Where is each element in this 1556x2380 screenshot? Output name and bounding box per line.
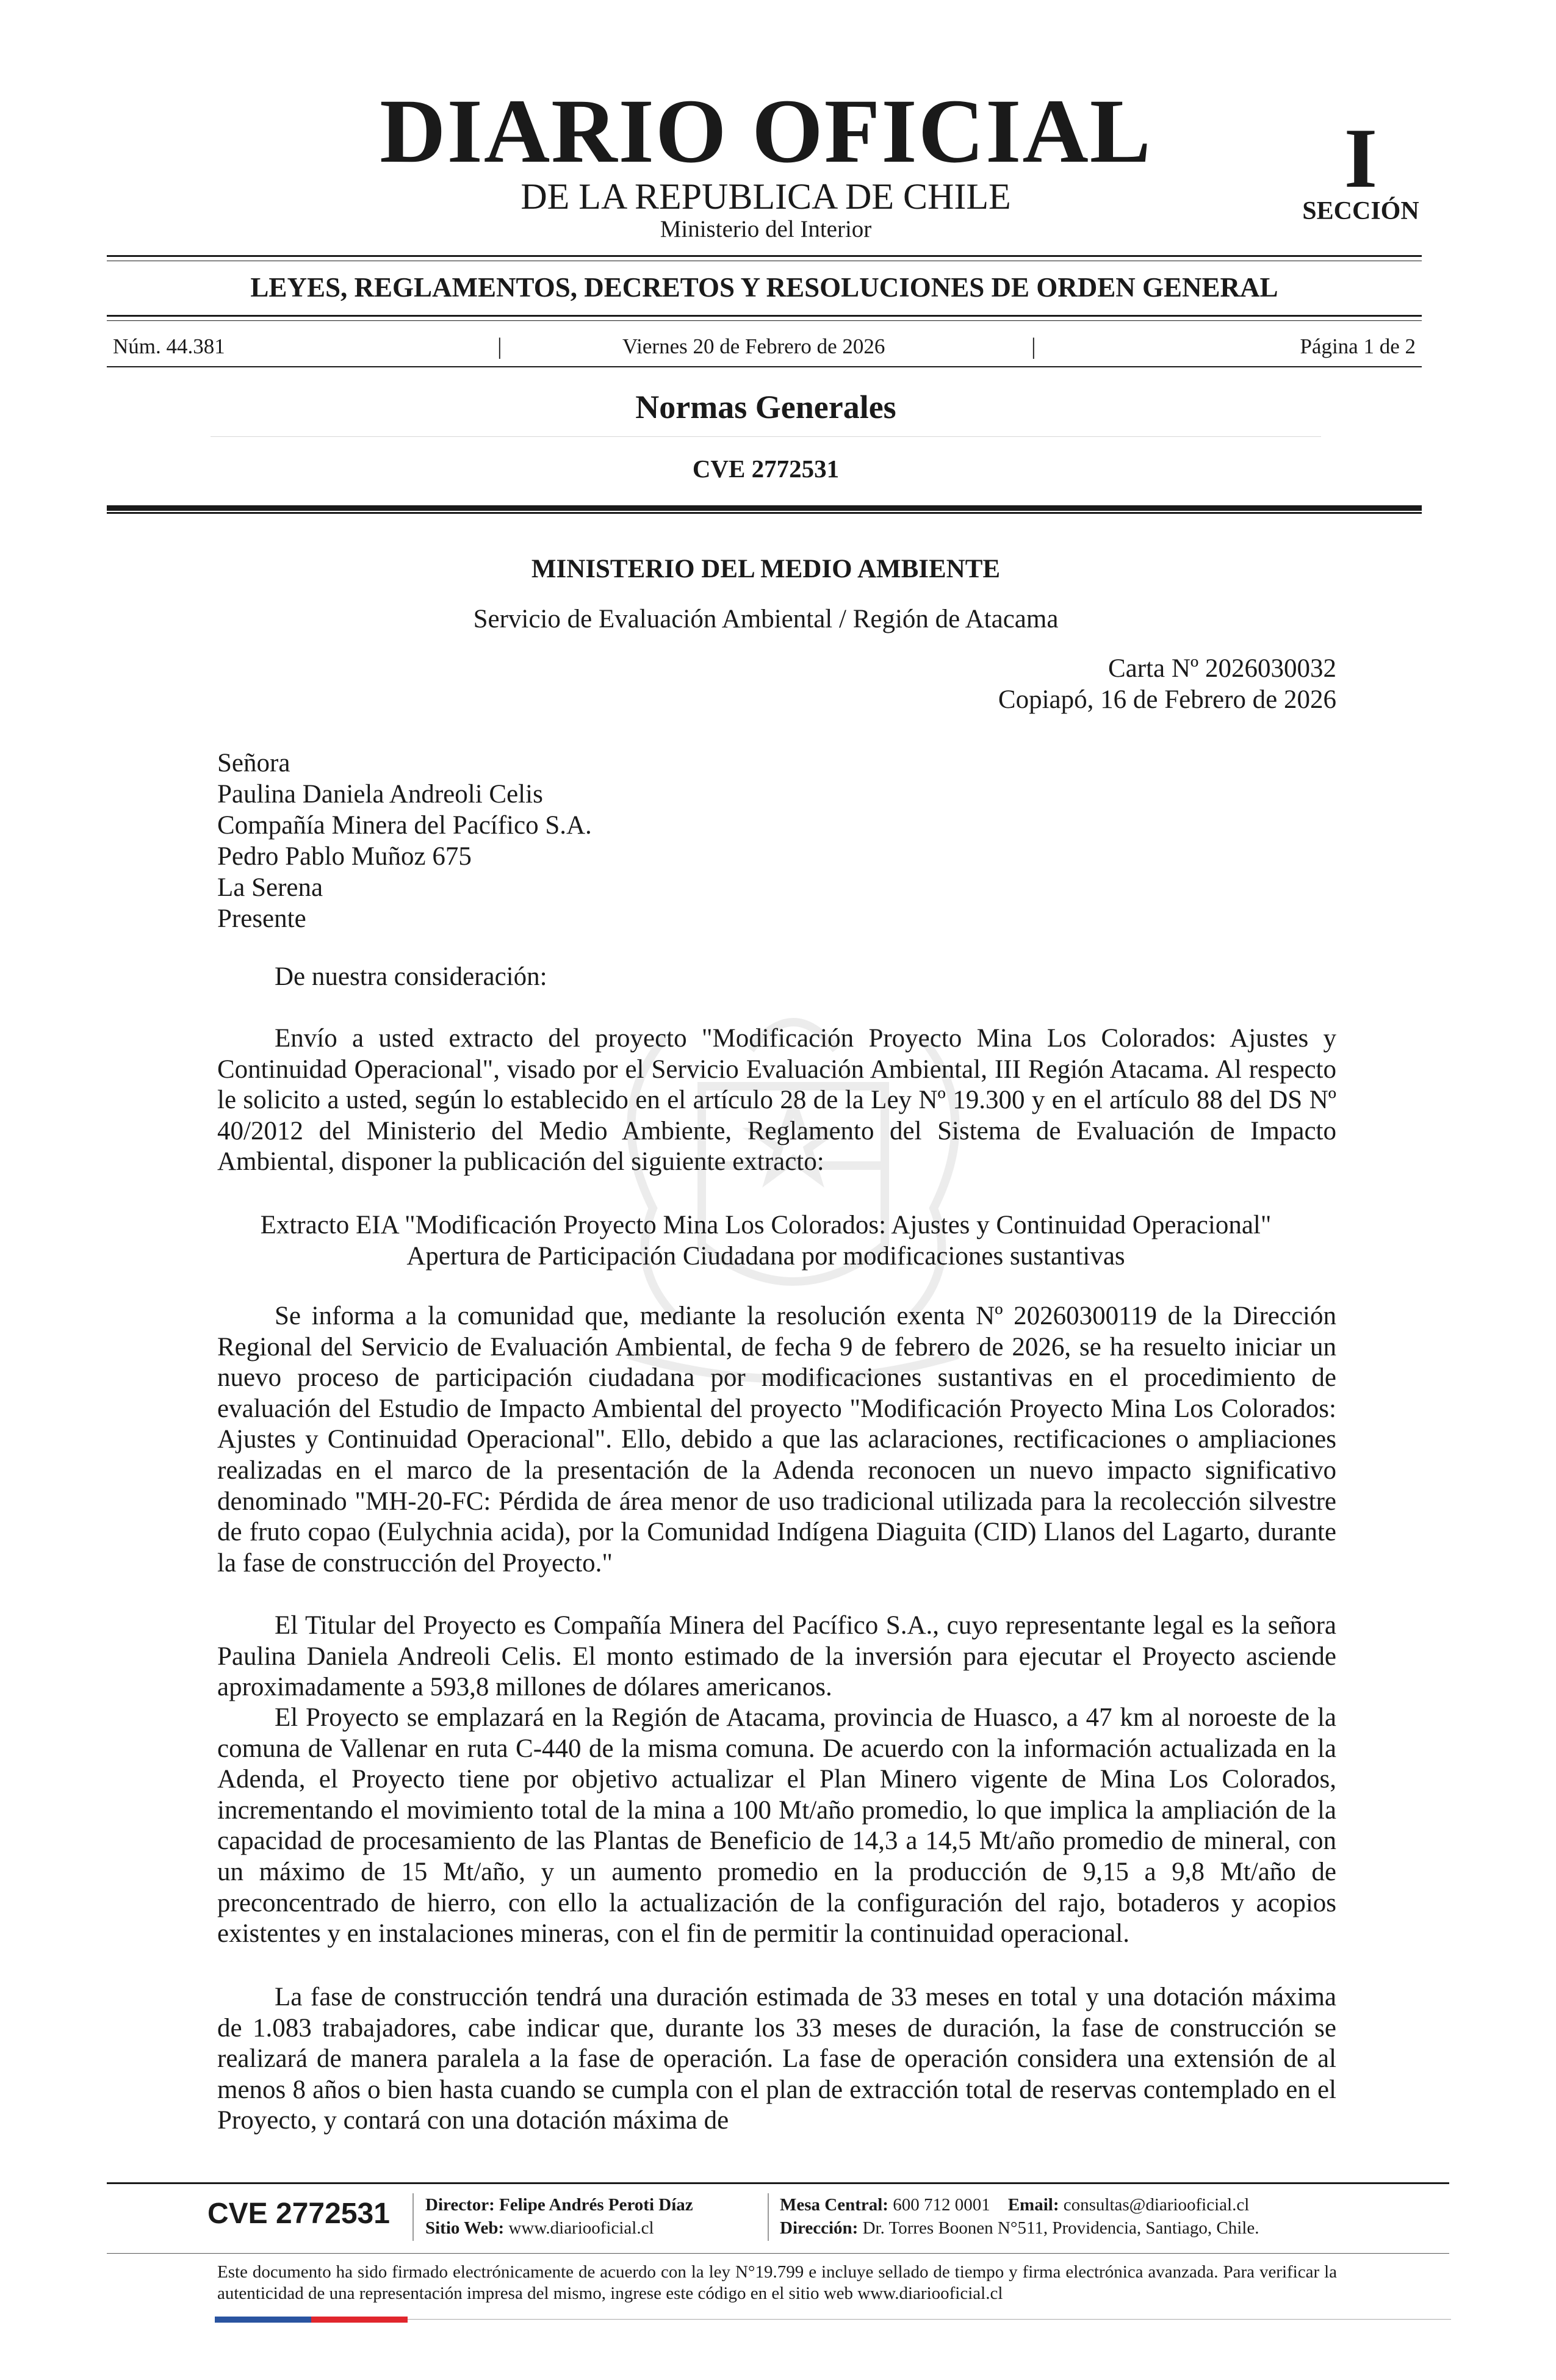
section-title: Normas Generales xyxy=(635,389,896,425)
category-rule xyxy=(107,315,1422,321)
flag-red-segment xyxy=(311,2317,408,2323)
director-label: Director: xyxy=(425,2195,495,2215)
addressee-line: Señora xyxy=(217,749,290,777)
address-label: Dirección: xyxy=(780,2218,859,2238)
extract-title-line: Apertura de Participación Ciudadana por modificaciones sustantivas xyxy=(406,1242,1125,1271)
page-indicator: Página 1 de 2 xyxy=(1300,334,1416,358)
phone-value: 600 712 0001 xyxy=(893,2195,990,2215)
masthead-rule xyxy=(107,255,1422,261)
flag-bar xyxy=(215,2317,408,2323)
flag-line xyxy=(408,2319,1451,2320)
footer-cve: CVE 2772531 xyxy=(207,2198,390,2230)
section-thin-rule xyxy=(211,436,1321,437)
director-value: Felipe Andrés Peroti Díaz xyxy=(499,2195,693,2215)
letter-number: Carta Nº 2026030032 xyxy=(1108,654,1336,683)
newspaper-subtitle: DE LA REPUBLICA DE CHILE xyxy=(520,176,1011,217)
addressee-line: Paulina Daniela Andreoli Celis xyxy=(217,780,543,809)
addressee-line: Presente xyxy=(217,904,306,933)
flag-blue-segment xyxy=(215,2317,311,2323)
footer-director-block xyxy=(425,2193,693,2240)
heavy-rule xyxy=(107,505,1422,514)
masthead xyxy=(0,81,1556,244)
greeting: De nuestra consideración: xyxy=(275,962,547,991)
footer-contact-block xyxy=(780,2193,1259,2240)
issue-info-bar xyxy=(113,334,1416,359)
cve-code: CVE 2772531 xyxy=(692,455,840,483)
section-label: SECCIÓN xyxy=(1302,197,1419,225)
body-paragraph: Se informa a la comunidad que, mediante la resolución exenta Nº 20260300119 de la Dirección Regional del Servicio de Evaluación Ambiental, de fecha 9 de febrero de 2026, se ha resuelto iniciar un nuevo proceso de participación ciudadana por modificaciones sustantivas en el procedimiento de evaluación del Estudio de Impacto Ambiental del proyecto "Modificación Proyecto Mina Los Colorados: Ajustes y Continuidad Operacional". Ello, debido a que las aclaraciones, rectificaciones o ampliaciones realizadas en el marco de la presentación de la Adenda reconocen un nuevo impacto significativo denominado "MH-20-FC: Pérdida de área menor de uso tradicional utilizada para la recolección silvestre de fruto copao (Eulychnia acida), por la Comunidad Indígena Diaguita (CID) Llanos del Lagarto, durante la fase de construcción del Proyecto." xyxy=(217,1302,1336,1578)
separator: | xyxy=(1031,334,1036,359)
separator: | xyxy=(497,334,502,359)
letter-place-date: Copiapó, 16 de Febrero de 2026 xyxy=(998,685,1336,714)
newspaper-ministry: Ministerio del Interior xyxy=(660,216,872,242)
letter-ministry: MINISTERIO DEL MEDIO AMBIENTE xyxy=(531,555,1001,583)
addressee-line: La Serena xyxy=(217,873,323,902)
email-link[interactable]: consultas@diariooficial.cl xyxy=(1063,2195,1250,2215)
body-paragraph: El Titular del Proyecto es Compañía Minera del Pacífico S.A., cuyo representante legal es la señora Paulina Daniela Andreoli Celis. El monto estimado de la inversión para ejecutar el Proyecto asciende aproximadamente a 593,8 millones de dólares americanos. xyxy=(217,1611,1336,1702)
site-link[interactable]: www.diariooficial.cl xyxy=(508,2218,654,2238)
footer-rule xyxy=(107,2182,1449,2184)
address-value: Dr. Torres Boonen N°511, Providencia, Santiago, Chile. xyxy=(862,2218,1259,2238)
issue-number: Núm. 44.381 xyxy=(113,334,225,358)
extract-title xyxy=(107,1210,1425,1272)
newspaper-title: DIARIO OFICIAL xyxy=(380,81,1152,182)
letter-reference xyxy=(998,653,1336,715)
addressee-line: Compañía Minera del Pacífico S.A. xyxy=(217,811,592,840)
site-label: Sitio Web: xyxy=(425,2218,505,2238)
footer-rule-secondary xyxy=(107,2253,1449,2254)
addressee-line: Pedro Pablo Muñoz 675 xyxy=(217,842,472,871)
addressee-block xyxy=(217,748,592,934)
footer-divider xyxy=(412,2193,414,2241)
footer-divider xyxy=(768,2193,769,2241)
phone-label: Mesa Central: xyxy=(780,2195,888,2215)
body-paragraph: El Proyecto se emplazará en la Región de Atacama, provincia de Huasco, a 47 km al noroeste de la comuna de Vallenar en ruta C-440 de la misma comuna. De acuerdo con la información actualizada en la Adenda, el Proyecto tiene por objetivo actualizar el Plan Minero vigente de Mina Los Colorados, incrementando el movimiento total de la mina a 100 Mt/año promedio, lo que implica la ampliación de la capacidad de procesamiento de las Plantas de Beneficio de 14,3 a 14,5 Mt/año promedio de mineral, con un máximo de 15 Mt/año, y un aumento promedio en la producción de 9,15 a 9,8 Mt/año de preconcentrado de hierro, con ello la actualización de la configuración del rajo, botaderos y acopios existentes y en instalaciones mineras, con el fin de permitir la continuidad operacional. xyxy=(217,1703,1336,1949)
body-paragraph: La fase de construcción tendrá una duración estimada de 33 meses en total y una dotación máxima de 1.083 trabajadores, cabe indicar que, durante los 33 meses de duración, la fase de construcción se realizará de manera paralela a la fase de operación. La fase de operación considera una extensión de al menos 8 años o bien hasta cuando se cumpla con el plan de extracción total de reservas contemplado en el Proyecto, y contará con una dotación máxima de xyxy=(217,1983,1336,2135)
email-label: Email: xyxy=(1007,2195,1059,2215)
info-rule xyxy=(107,366,1422,367)
letter-service: Servicio de Evaluación Ambiental / Región de Atacama xyxy=(473,605,1059,633)
issue-date: Viernes 20 de Febrero de 2026 xyxy=(622,334,885,358)
body-paragraph: Envío a usted extracto del proyecto "Modificación Proyecto Mina Los Colorados: Ajustes y Continuidad Operacional", visado por el Servicio Evaluación Ambiental, III Región Atacama. Al respecto le solicito a usted, según lo establecido en el artículo 28 de la Ley Nº 19.300 y en el artículo 88 del DS Nº 40/2012 del Ministerio del Medio Ambiente, Reglamento del Sistema de Evaluación de Impacto Ambiental, disponer la publicación del siguiente extracto: xyxy=(217,1024,1336,1177)
extract-title-line: Extracto EIA "Modificación Proyecto Mina Los Colorados: Ajustes y Continuidad Operacional" xyxy=(260,1211,1272,1239)
category-heading: LEYES, REGLAMENTOS, DECRETOS Y RESOLUCIONES DE ORDEN GENERAL xyxy=(250,272,1278,303)
section-numeral: I xyxy=(1344,111,1378,206)
footer-authenticity-note: Este documento ha sido firmado electrónicamente de acuerdo con la ley N°19.799 e incluye sellado de tiempo y firma electrónica avanzada. Para verificar la autenticidad de una representación impresa del mismo, ingrese este código en el sitio web www.diariooficial.cl xyxy=(217,2262,1337,2303)
